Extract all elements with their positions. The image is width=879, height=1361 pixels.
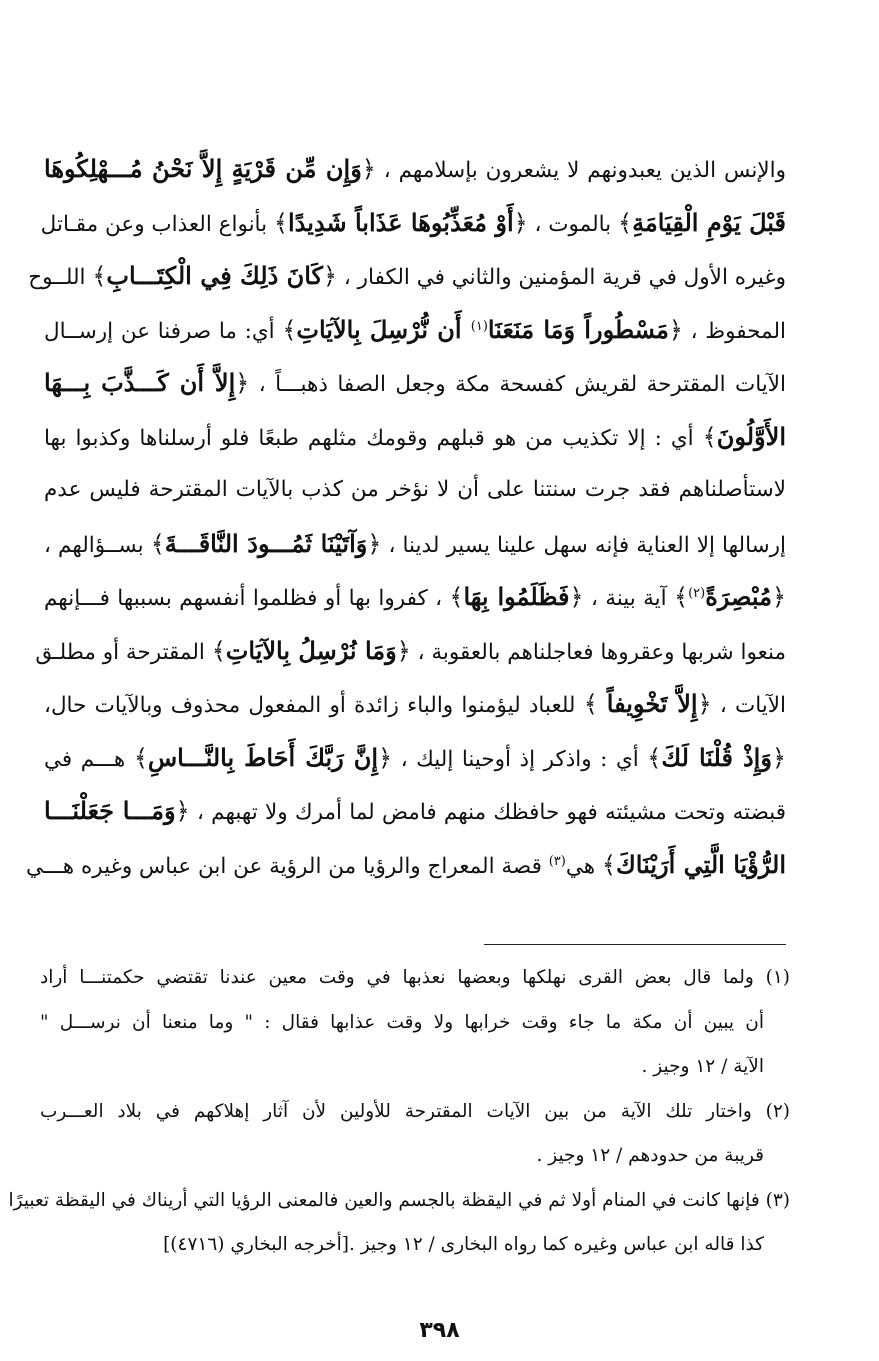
ornate-bracket: ﴾ [150,529,165,558]
text-line [44,731,786,785]
ornate-bracket: ﴿ [697,690,712,718]
quran-verse-text: وَإِن مِّن قَرْيَةٍ إِلاَّ نَحْنُ مُـــهْلِكُوهَا [44,154,362,183]
footnote-marker: (١) [470,318,488,334]
quran-verse-text: مَسْطُوراً وَمَا مَنَعَنَا [487,314,669,344]
commentary-text: المحفوظ ، [682,318,786,344]
text-line [25,838,786,892]
main-text-body [25,142,787,891]
page-number: ٣٩٨ [419,1318,460,1343]
ornate-bracket: ﴾ [647,743,662,772]
text-line [44,517,786,571]
ornate-bracket: ﴾ [211,636,226,665]
commentary-text: أي : إلا تكذيب من هو قبلهم وقومك مثلهم طبعًا فلو أرسلناها وكذبوا بها [44,425,703,451]
commentary-text: ، كفروا بها أو فظلموا أنفسهم بسببها فـــإنهم [44,586,450,611]
commentary-text: هي [565,853,602,879]
quran-verse-text: إِنَّ رَبَّكَ أَحَاطَ بِالنَّـــاسِ [147,742,379,772]
quran-verse-text: وَمَـــا جَعَلْنَـــا [44,796,176,825]
ornate-bracket: ﴾ [282,315,297,344]
ornate-bracket: ﴿ [175,797,190,825]
quran-verse-text: الأَوَّلُونَ [716,421,786,451]
footnote-line: (٢) واختار تلك الآية من بين الآيات المقترحة للأولين لأن آثار إهلاكهم في بلاد العـــرب [40,1100,790,1122]
ornate-bracket: ﴾ [133,743,148,772]
ornate-bracket: ﴾ [449,583,464,611]
footnote-separator [484,944,786,945]
commentary-text: آية بينة ، [583,586,674,611]
quran-verse-text: إِلاَّ أَن كَـــذَّبَ بِـــهَا [44,368,236,397]
text-line [44,570,786,624]
commentary-text: هـــم في [44,746,134,772]
footnote-line: أن يبين أن مكة ما جاء وقت خرابها ولا وقت عذابها فقال : " وما منعنا أن نرســـل " [40,1011,764,1033]
text-line [28,249,786,303]
footnote-line: كذا قاله ابن عباس وغيره كما رواه البخارى / ١٢ وجيز .[أخرجه البخاري (٤٧١٦)] [163,1234,764,1255]
quran-verse-text: إِلاَّ تَخْوِيفاً [606,689,698,718]
commentary-text: وغيره الأول في قرية المؤمنين والثاني في الكفار ، [337,265,786,290]
footnote-marker: (٣) [548,853,566,869]
commentary-text: الآيات ، [711,693,787,718]
text-line [40,196,786,250]
quran-verse-text: كَانَ ذَلِكَ فِي الْكِتَـــابِ [106,261,323,290]
commentary-text: المقترحة أو مطلـق [35,639,212,665]
quran-verse-text: مُبْصِرَةً [705,582,772,611]
commentary-text: أي: ما صرفنا عن إرســال [44,318,283,344]
footnote-line: (٣) فإنها كانت في المنام أولا ثم في اليقظة بالجسم والعين فالمعنى الرؤيا التي أريناك في اليقظة تعبيرًا [8,1189,790,1211]
commentary-text: والإنس الذين يعبدونهم لا يشعرون بإسلامهم ، [375,158,786,183]
footnote-line: قريبة من حدودهم / ١٢ وجيز . [536,1145,764,1166]
ornate-bracket: ﴾ [618,208,633,237]
quran-verse-text: وَآتَيْنَا ثَمُـــودَ النَّاقَـــةَ [164,528,368,558]
ornate-bracket: ﴿ [513,208,528,237]
ornate-bracket: ﴾ [601,850,616,879]
ornate-bracket: ﴿ [569,583,584,611]
quran-verse-text: أَن نُّرْسِلَ بِالآيَاتِ [296,314,471,344]
ornate-bracket: ﴿ [235,369,250,397]
text-line [44,784,786,838]
commentary-text: اللــوح [28,265,93,290]
text-line [44,142,786,196]
ornate-bracket: ﴾ [674,583,689,611]
footnote-line: (١) ولما قال بعض القرى نهلكها وبعضها نعذبها في وقت معين عندنا تقتضي حكمتنـــا أراد [40,967,790,988]
ornate-bracket: ﴿ [771,583,786,611]
text-line [44,356,786,410]
ornate-bracket: ﴿ [322,262,338,290]
ornate-bracket: ﴿ [361,155,376,183]
commentary-text: أي : واذكر إذ أوحينا إليك ، [392,746,648,772]
text-line [44,410,786,464]
ornate-bracket: ﴿ [378,743,393,772]
ornate-bracket: ﴾ [583,690,607,718]
ornate-bracket: ﴿ [396,636,411,665]
commentary-text: بالموت ، [527,211,618,237]
commentary-text: إرسالها إلا العناية فإنه سهل علينا يسير لدينا ، [381,532,786,558]
ornate-bracket: ﴾ [273,208,288,237]
text-line [35,624,786,678]
commentary-text: الآيات المقترحة لقريش كفسحة مكة وجعل الصفا ذهبـــاً ، [249,372,787,397]
quran-verse-text: وَمَا نُرْسِلُ بِالآيَاتِ [225,635,397,665]
commentary-text: قصة المعراج والرؤيا من الرؤية عن ابن عباس وغيره هـــي [25,853,549,879]
ornate-bracket: ﴿ [668,315,683,344]
commentary-text: لاستأصلناهم فقد جرت سنتنا على أن لا نؤخر من كذب بالآيات المقترحة فليس عدم [44,477,786,502]
commentary-text: بســؤالهم ، [44,532,151,558]
commentary-text: بأنواع العذاب وعن مقـاتل [40,211,274,237]
footnote-marker: (٢) [688,585,706,601]
text-line [44,677,786,731]
text-line [44,463,786,517]
quran-verse-text: الرُّؤْيَا الَّتِي أَرَيْنَاكَ [615,849,786,879]
ornate-bracket: ﴾ [702,422,717,451]
footnotes-section [8,956,790,1268]
text-line [44,303,786,357]
quran-verse-text: فَظَلَمُوا بِهَا [463,582,570,611]
ornate-bracket: ﴿ [771,743,786,772]
commentary-text: للعباد ليؤمنوا والباء زائدة أو المفعول محذوف وبالآيات حال، [44,693,584,718]
quran-verse-text: أَوْ مُعَذِّبُوهَا عَذَاباً شَدِيدًا [287,207,514,237]
commentary-text: منعوا شربها وعقروها فعاجلناهم بالعقوبة ، [410,639,786,665]
commentary-text: قبضته وتحت مشيئته فهو حافظك منهم فامض لما أمرك ولا تهبهم ، [189,800,786,825]
quran-verse-text: قَبْلَ يَوْمِ الْقِيَامَةِ [632,207,786,237]
ornate-bracket: ﴿ [367,529,382,558]
quran-verse-text: وَإِذْ قُلْنَا لَكَ [661,742,772,772]
ornate-bracket: ﴾ [92,262,107,290]
footnote-line: الآية / ١٢ وجيز . [641,1056,764,1077]
